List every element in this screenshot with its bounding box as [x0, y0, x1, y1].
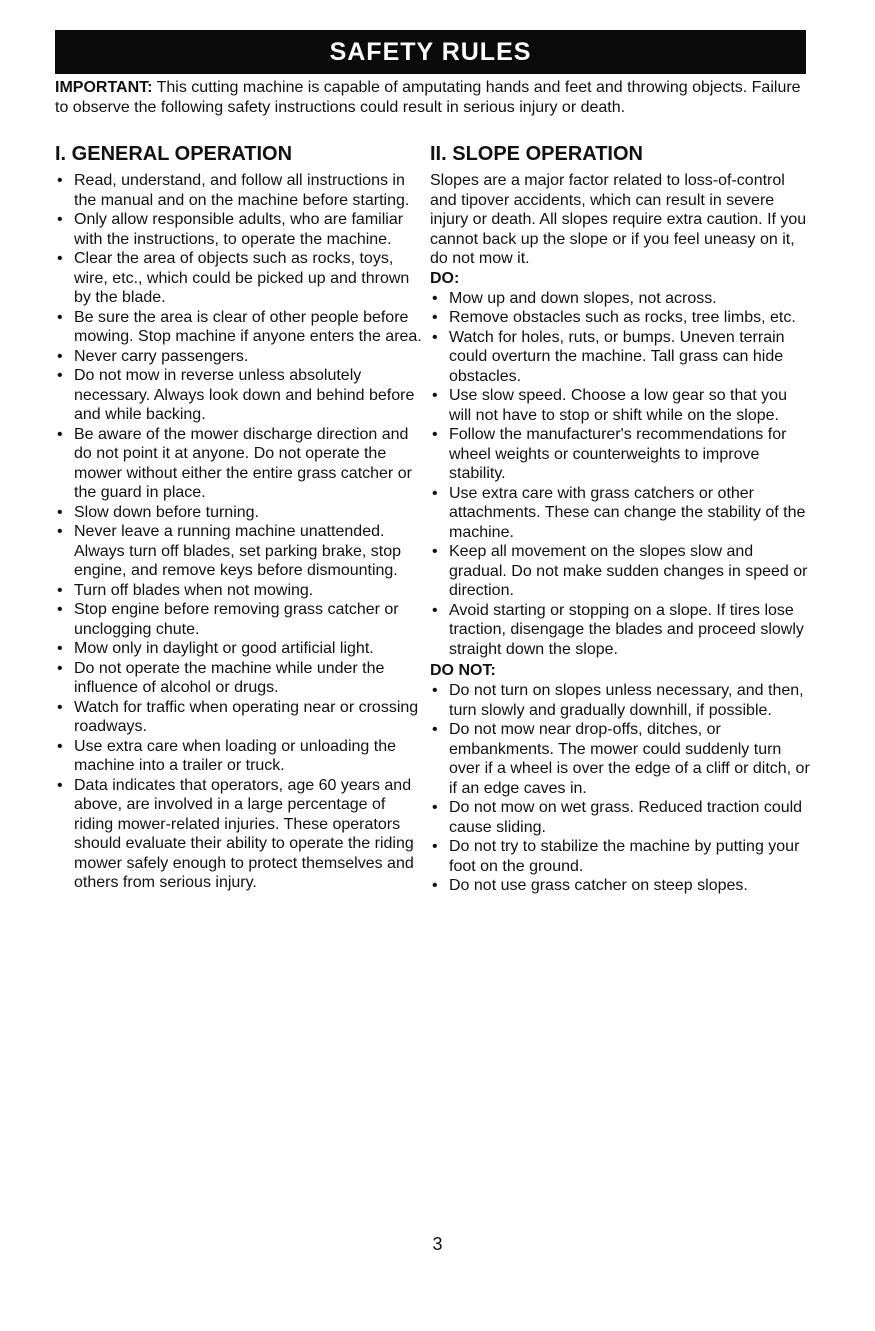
list-item: • Use extra care when loading or unloading the machine into a trailer or truck.	[55, 737, 423, 776]
list-item: • Watch for holes, ruts, or bumps. Uneven terrain could overturn the machine. Tall grass can hide obstacles.	[430, 328, 812, 387]
slope-intro-paragraph: Slopes are a major factor related to loss-of-control and tipover accidents, which can result in severe injury or death. All slopes require extra caution. If you cannot back up the slope or if you feel uneasy on it, do not mow it.	[430, 172, 807, 267]
list-item: • Do not turn on slopes unless necessary, and then, turn slowly and gradually downhill, if possible.	[430, 681, 812, 720]
list-item: • Data indicates that operators, age 60 years and above, are involved in a large percentage of riding mower-related injuries. These operators should evaluate their ability to operate the riding mower safely enough to protect themselves and others from serious injury.	[55, 776, 423, 893]
list-item: • Use slow speed. Choose a low gear so that you will not have to stop or shift while on the slope.	[430, 386, 812, 425]
do-subheading: DO:	[430, 269, 460, 287]
section-heading-general: I. GENERAL OPERATION	[55, 143, 293, 165]
list-item: • Slow down before turning.	[55, 503, 423, 523]
general-operation-list	[55, 171, 423, 893]
page-number: 3	[432, 1234, 443, 1254]
list-item: • Be aware of the mower discharge direction and do not point it at anyone. Do not operate the mower without either the entire grass catcher or the guard in place.	[55, 425, 423, 503]
list-item: • Stop engine before removing grass catcher or unclogging chute.	[55, 600, 423, 639]
list-item: • Be sure the area is clear of other people before mowing. Stop machine if anyone enters the area.	[55, 308, 423, 347]
list-item: • Clear the area of objects such as rocks, toys, wire, etc., which could be picked up and thrown by the blade.	[55, 249, 423, 308]
do-not-subheading: DO NOT:	[430, 662, 496, 679]
slope-operation-section	[430, 142, 812, 898]
list-item: • Mow only in daylight or good artificial light.	[55, 639, 423, 659]
list-item: • Do not try to stabilize the machine by putting your foot on the ground.	[430, 837, 812, 876]
page-title: SAFETY RULES	[329, 37, 532, 66]
page-title-banner	[55, 30, 806, 74]
list-item: • Keep all movement on the slopes slow and gradual. Do not make sudden changes in speed or direction.	[430, 542, 812, 601]
section-heading-slope: II. SLOPE OPERATION	[430, 143, 643, 165]
important-notice	[55, 78, 806, 117]
list-item: • Do not mow on wet grass. Reduced traction could cause sliding.	[430, 798, 812, 837]
list-item: • Do not mow in reverse unless absolutely necessary. Always look down and behind before and while backing.	[55, 366, 423, 425]
list-item: • Do not operate the machine while under the influence of alcohol or drugs.	[55, 659, 423, 698]
general-operation-section	[55, 142, 423, 893]
important-label: IMPORTANT:	[55, 79, 153, 96]
list-item: • Never carry passengers.	[55, 347, 423, 367]
list-item: • Never leave a running machine unattended. Always turn off blades, set parking brake, stop engine, and remove keys before dismounting.	[55, 522, 423, 581]
list-item: • Remove obstacles such as rocks, tree limbs, etc.	[430, 308, 812, 328]
list-item: • Avoid starting or stopping on a slope. If tires lose traction, disengage the blades and proceed slowly straight down the slope.	[430, 601, 812, 660]
list-item: • Do not mow near drop-offs, ditches, or embankments. The mower could suddenly turn over if a wheel is over the edge of a cliff or ditch, or if an edge caves in.	[430, 720, 812, 798]
do-list	[430, 289, 812, 660]
list-item: • Only allow responsible adults, who are familiar with the instructions, to operate the machine.	[55, 210, 423, 249]
list-item: • Watch for traffic when operating near or crossing roadways.	[55, 698, 423, 737]
do-not-list	[430, 681, 812, 896]
list-item: • Do not use grass catcher on steep slopes.	[430, 876, 812, 896]
list-item: • Use extra care with grass catchers or other attachments. These can change the stability of the machine.	[430, 484, 812, 543]
list-item: • Follow the manufacturer's recommendations for wheel weights or counterweights to improve stability.	[430, 425, 812, 484]
list-item: • Turn off blades when not mowing.	[55, 581, 423, 601]
important-text: This cutting machine is capable of amputating hands and feet and throwing objects. Failure to observe the following safety instructions could result in serious injury or death.	[55, 79, 801, 116]
list-item: • Read, understand, and follow all instructions in the manual and on the machine before starting.	[55, 171, 423, 210]
list-item: • Mow up and down slopes, not across.	[430, 289, 812, 309]
